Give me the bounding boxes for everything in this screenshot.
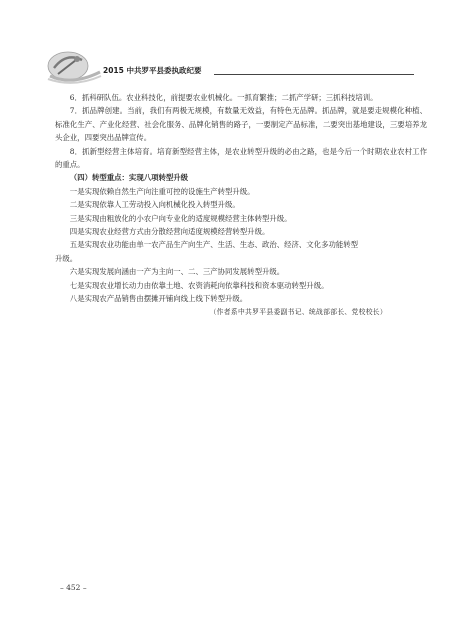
page-number: – 452 – [60, 583, 87, 592]
party-emblem-icon [46, 46, 102, 88]
article-body [55, 91, 427, 319]
paragraph-8: 8．抓新型经营主体培育。培育新型经营主体，是农业转型升级的必由之路，也是今后一个时期农业农村工作的重点。 [55, 146, 427, 170]
paragraph-6: 6．抓科研队伍。农业科技化，前提要农业机械化。一抓育繁推；二抓产学研；三抓科技培训。 [69, 93, 378, 102]
list-item-continuation: 升级。 [55, 253, 78, 263]
list-item: 三是实现由粗放化的小农户向专业化的适度规模经营主体转型升级。 [69, 213, 292, 223]
header-rule [214, 74, 414, 75]
list-item: 一是实现依赖自然生产向注重可控的设施生产转型升级。 [69, 186, 255, 196]
list-item: 六是实现发展向涵由一产为主向一、二、三产协同发展转型升级。 [69, 267, 285, 277]
section-heading: （四）转型重点：实现八项转型升级 [69, 173, 189, 183]
list-item: 二是实现依靠人工劳动投入向机械化投入转型升级。 [69, 200, 240, 210]
page-header [0, 0, 471, 88]
list-item: 八是实现农产品销售由摆摊开铺向线上线下转型升级。 [69, 294, 248, 304]
author-signature: （作者系中共罗平县委副书记、统战部部长、党校校长） [209, 307, 387, 316]
list-item: 五是实现农业功能由单一农产品生产向生产、生活、生态、政治、经济、文化多功能转型 [69, 240, 359, 250]
list-item: 四是实现农业经营方式由分散经营向适度规模经营转型升级。 [69, 227, 270, 237]
list-item: 七是实现农业增长动力由依靠土地、农资消耗向依靠科技和资本驱动转型升级。 [69, 280, 329, 290]
paragraph-7: 7．抓品牌创建。当前，我们有两极无规模，有数量无效益，有特色无品牌。抓品牌，就是要走规模化种植、标准化生产、产业化经营、社会化服务、品牌化销售的路子，一要制定产品标准，二要突出基地建设，三要培养龙头企业，四要突出品牌宣传。 [55, 106, 427, 143]
header-title: 2015 中共罗平县委执政纪要 [103, 66, 202, 75]
